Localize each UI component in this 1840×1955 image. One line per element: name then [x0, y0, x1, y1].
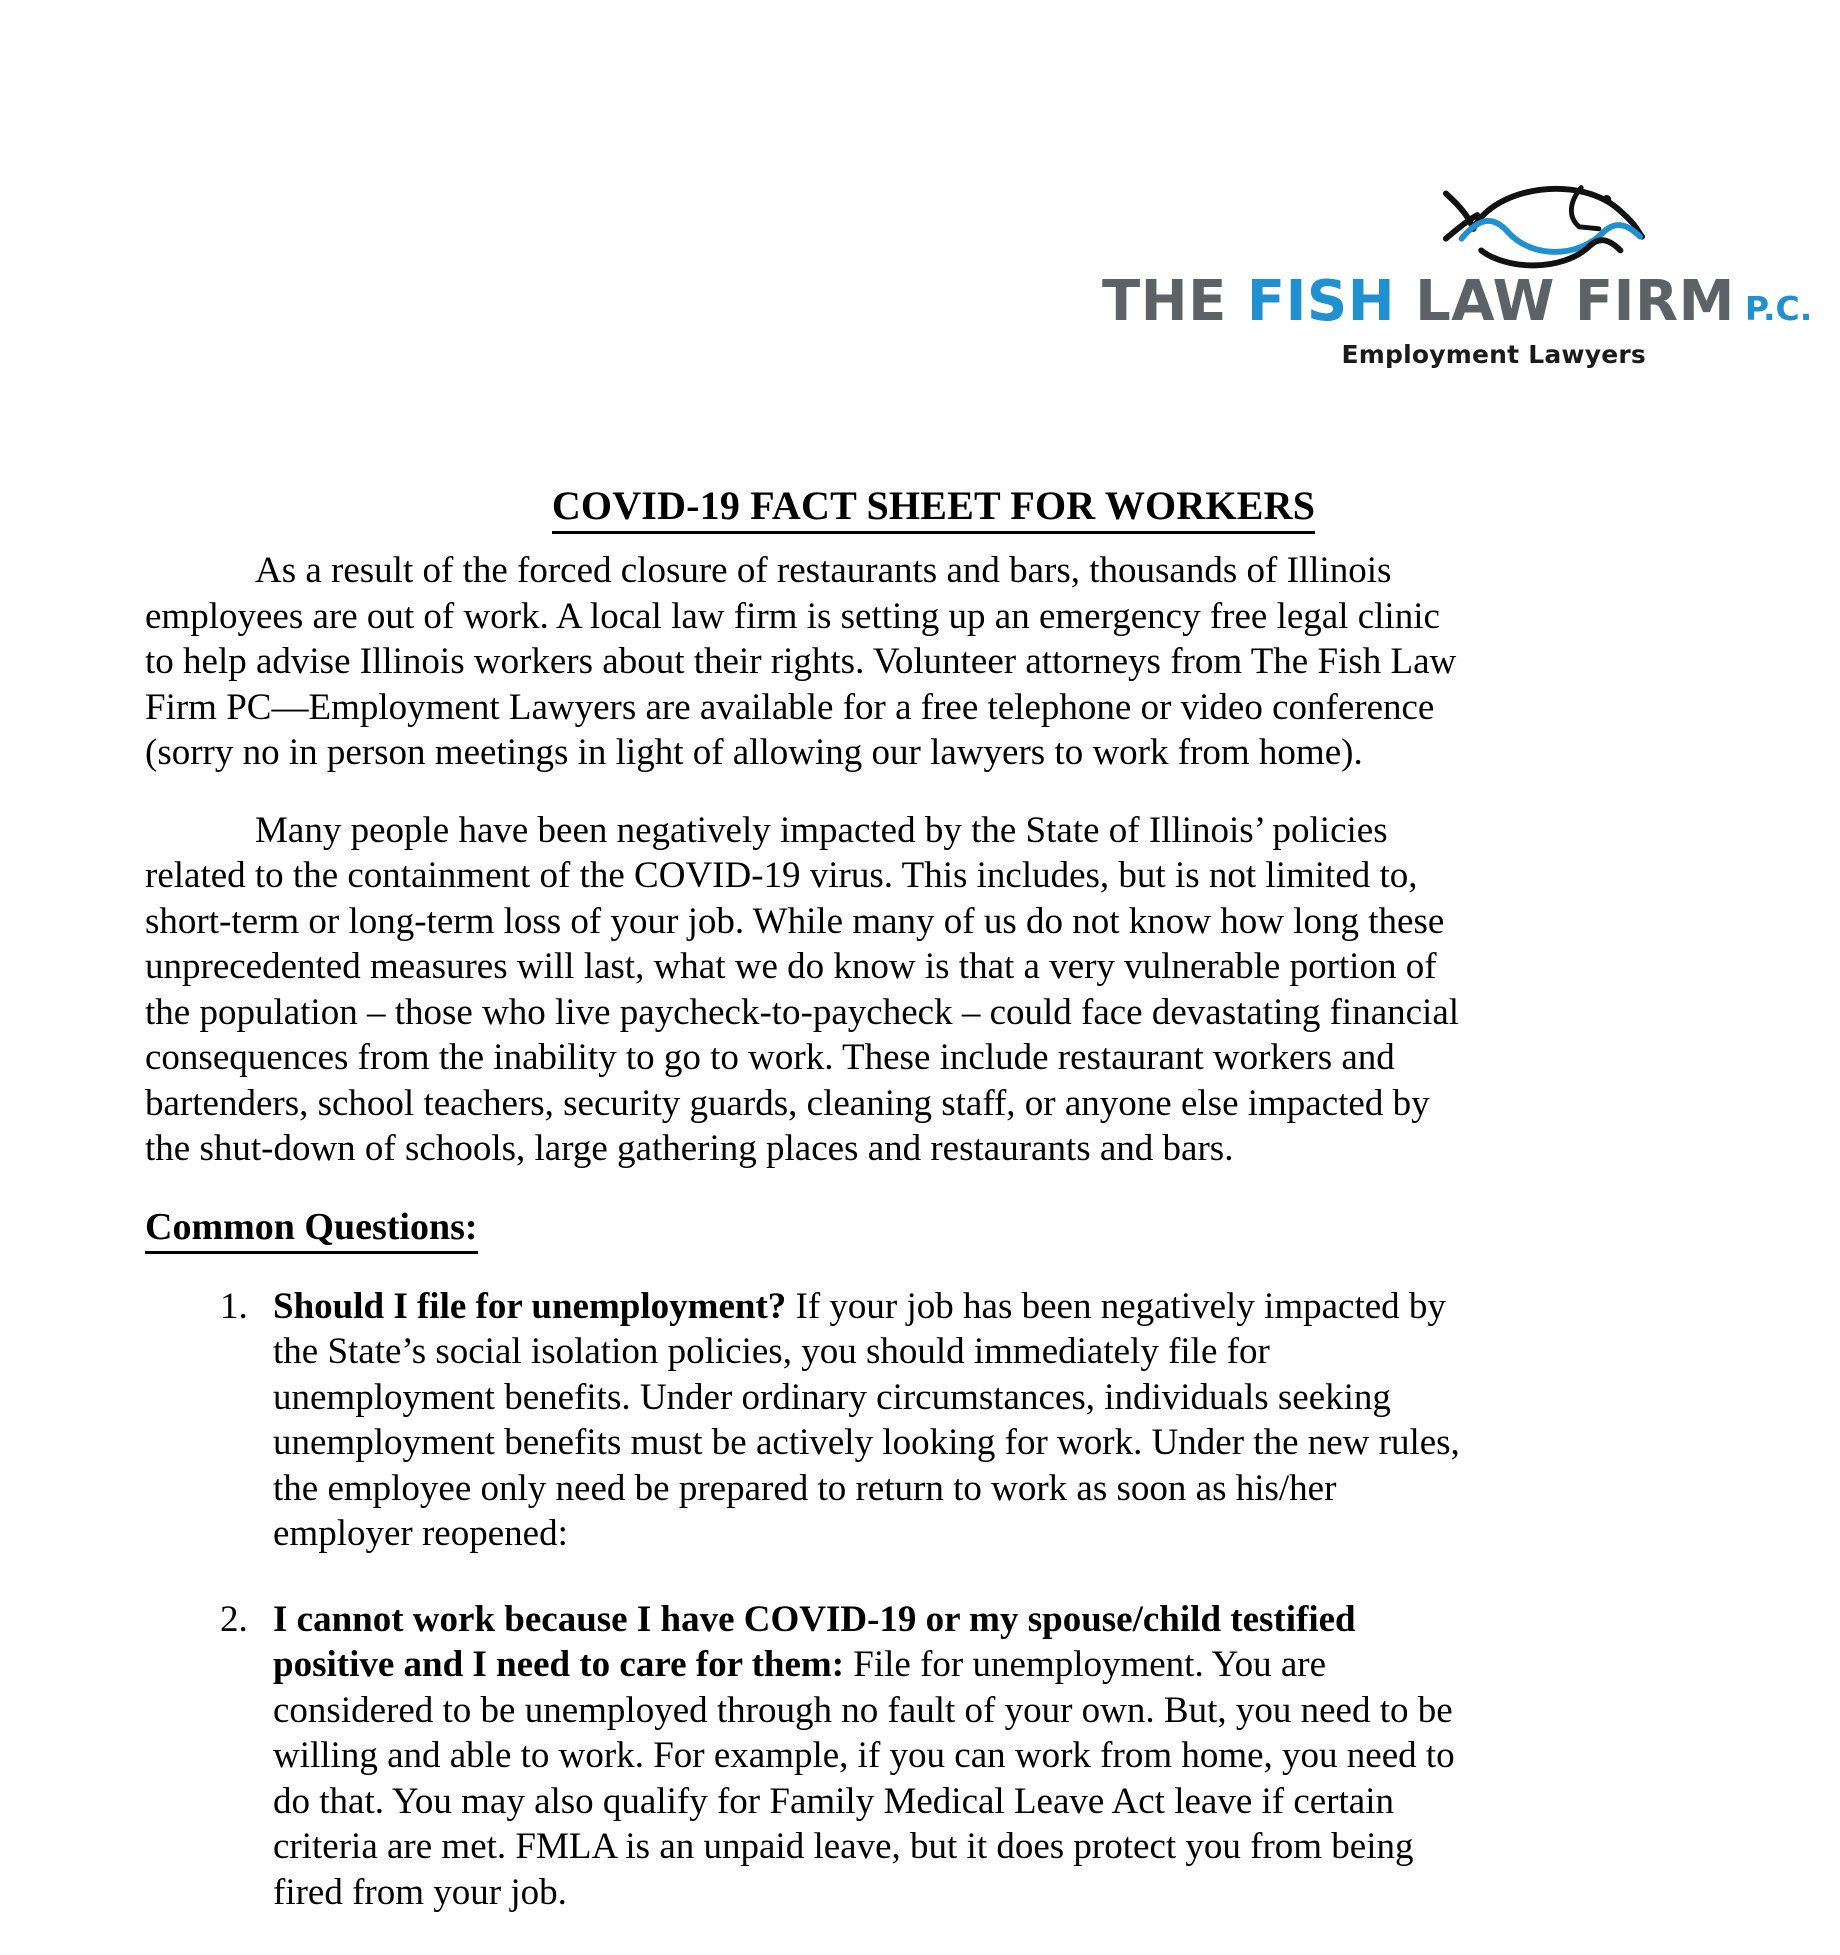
list-item-question: I cannot work because I have COVID-19 or my spouse/child testified positive and I need to care for them:	[273, 1598, 1356, 1685]
list-item-answer: If your job has been negatively impacted by the State’s social isolation policies, you should immediately file for unemployment benefits. Under ordinary circumstances, individuals seeking unemployment benefits must be actively looking for work. Under the new rules, the employee only need be prepared to return to work as soon as his/her employer reopened:	[273, 1285, 1460, 1554]
page-title	[145, 482, 1722, 534]
list-item-marker: 2.	[220, 1598, 248, 1640]
section-heading-text: Common Questions:	[145, 1204, 478, 1254]
list-item-question: Should I file for unemployment?	[273, 1285, 787, 1327]
logo-wordmark	[1102, 269, 1813, 334]
page-title-text: COVID-19 FACT SHEET FOR WORKERS	[552, 482, 1315, 534]
logo-word-fish: FISH	[1246, 269, 1396, 334]
logo-word-pc: P.C.	[1744, 289, 1813, 328]
paragraph-1: As a result of the forced closure of restaurants and bars, thousands of Illinois employees are out of work. A local law firm is setting up an emergency free legal clinic to help advise Illinois workers about their rights. Volunteer attorneys from The Fish Law Firm PC—Employment Lawyers are available for a free telephone or video conference (sorry no in person meetings in light of allowing our lawyers to work from home).	[145, 550, 1457, 773]
logo-word-lawfirm: LAW FIRM	[1395, 269, 1735, 334]
common-questions-list	[145, 1284, 1475, 1916]
paragraph-2: Many people have been negatively impacted by the State of Illinois’ policies related to the containment of the COVID-19 virus. This includes, but is not limited to, short-term or long-term loss of your job. While many of us do not know how long these unprecedented measures will last, what we do know is that a very vulnerable portion of the population – those who live paycheck-to-paycheck – could face devastating financial consequences from the inability to go to work. These include restaurant workers and bartenders, school teachers, security guards, cleaning staff, or anyone else impacted by the shut-down of schools, large gathering places and restaurants and bars.	[145, 809, 1460, 1169]
list-item-marker: 1.	[220, 1285, 248, 1327]
list-item	[145, 1597, 1475, 1916]
letterhead	[1102, 168, 1813, 369]
section-heading-common-questions	[145, 1204, 1475, 1254]
list-item	[145, 1284, 1475, 1557]
document-body	[145, 548, 1475, 1955]
logo-tagline: Employment Lawyers	[1341, 340, 1646, 369]
logo-word-the: THE	[1102, 269, 1247, 334]
list-item-answer: File for unemployment. You are considered to be unemployed through no fault of your own. But, you need to be willing and able to work. For example, if you can work from home, you need to do that. You may also qualify for Family Medical Leave Act leave if certain criteria are met. FMLA is an unpaid leave, but it does protect you from being fired from your job.	[273, 1644, 1455, 1913]
fish-logo-icon	[1434, 168, 1650, 272]
